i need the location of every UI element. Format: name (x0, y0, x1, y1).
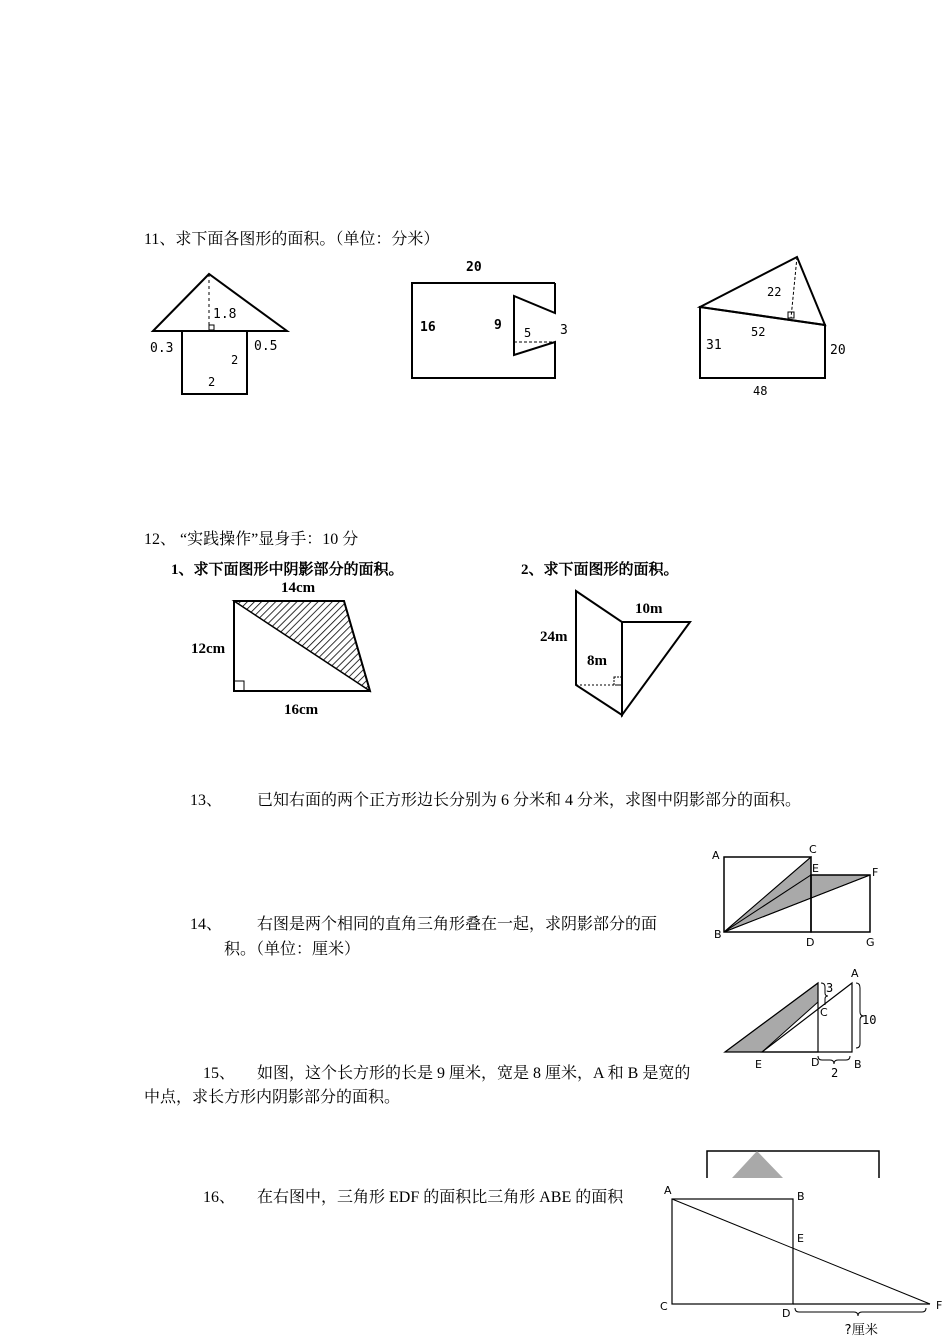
q11-f3-left: 31 (706, 338, 722, 353)
f16-label-c: C (660, 1300, 668, 1313)
q11-f1-left: 0.3 (150, 341, 174, 356)
f14-label-a: A (851, 967, 859, 980)
f16-label-e: E (797, 1232, 804, 1245)
f16-unknown-length: ?厘米 (844, 1323, 878, 1338)
f14-label-b: B (854, 1058, 862, 1071)
f13-label-d: D (806, 936, 815, 949)
q15-text-line1: 如图，这个长方形的长是 9 厘米，宽是 8 厘米，A 和 B 是宽的 (257, 1065, 691, 1082)
q12-f2-right: 10m (635, 601, 663, 617)
q11-f2-notch-h: 5 (524, 326, 532, 340)
f16-label-f: F (936, 1299, 943, 1312)
f16-label-a: A (664, 1184, 672, 1197)
q12-f1-bottom: 16cm (284, 702, 319, 718)
q11-f2-top: 20 (466, 260, 482, 275)
q16-text: 在右图中，三角形 EDF 的面积比三角形 ABE 的面积 (257, 1189, 624, 1206)
f14-label-c: C (820, 1006, 828, 1019)
f13-label-e: E (812, 862, 819, 875)
q11-f2-notch-w: 3 (560, 323, 568, 338)
q11-f1-bottom: 2 (208, 375, 216, 389)
f14-label-e: E (755, 1058, 762, 1071)
q11-f1-right: 0.5 (254, 339, 278, 354)
f14-label-d: D (811, 1056, 820, 1069)
q12-f2-mid: 8m (587, 653, 607, 669)
f13-label-g: G (866, 936, 875, 949)
q12-f1-left: 12cm (191, 641, 226, 657)
q12-f1-top: 14cm (281, 580, 316, 596)
f13-label-b: B (714, 928, 722, 941)
q13-text: 已知右面的两个正方形边长分别为 6 分米和 4 分米，求图中阴影部分的面积。 (257, 792, 802, 809)
f13-label-c: C (809, 843, 817, 856)
q16-number: 16、 (203, 1189, 236, 1206)
q11-f2-left: 16 (420, 320, 436, 335)
q11-f1-height: 1.8 (213, 307, 237, 322)
q11-f3-bottom: 48 (753, 384, 768, 398)
q14-text-line1: 右图是两个相同的直角三角形叠在一起，求阴影部分的面 (257, 916, 658, 933)
f13-label-a: A (712, 849, 720, 862)
q11-f3-right: 20 (830, 343, 846, 358)
q15-number: 15、 (203, 1065, 236, 1082)
q14-text-line2: 积。（单位：厘米） (224, 941, 361, 958)
f14-value-3: 3 (826, 981, 834, 995)
f16-label-d: D (782, 1307, 791, 1320)
q12-sub1: 1、求下面图形中阴影部分的面积。 (171, 562, 404, 578)
f14-value-10: 10 (862, 1013, 877, 1027)
q12-f2-left: 24m (540, 629, 568, 645)
q11-f3-tri: 22 (767, 285, 782, 299)
q12-title: 12、 “实践操作”显身手：10 分 (144, 531, 359, 548)
f13-label-f: F (872, 866, 879, 879)
q11-f1-side: 2 (231, 353, 239, 367)
q11-f3-diag: 52 (751, 325, 766, 339)
f16-label-b: B (797, 1190, 805, 1203)
q13-number: 13、 (190, 792, 223, 809)
q14-number: 14、 (190, 916, 223, 933)
f14-value-2: 2 (831, 1066, 839, 1080)
q11-title: 11、求下面各图形的面积。（单位：分米） (144, 231, 440, 248)
q11-f2-mid: 9 (494, 318, 502, 333)
q12-sub2: 2、求下面图形的面积。 (521, 562, 679, 578)
q15-text-line2: 中点，求长方形内阴影部分的面积。 (144, 1089, 401, 1106)
